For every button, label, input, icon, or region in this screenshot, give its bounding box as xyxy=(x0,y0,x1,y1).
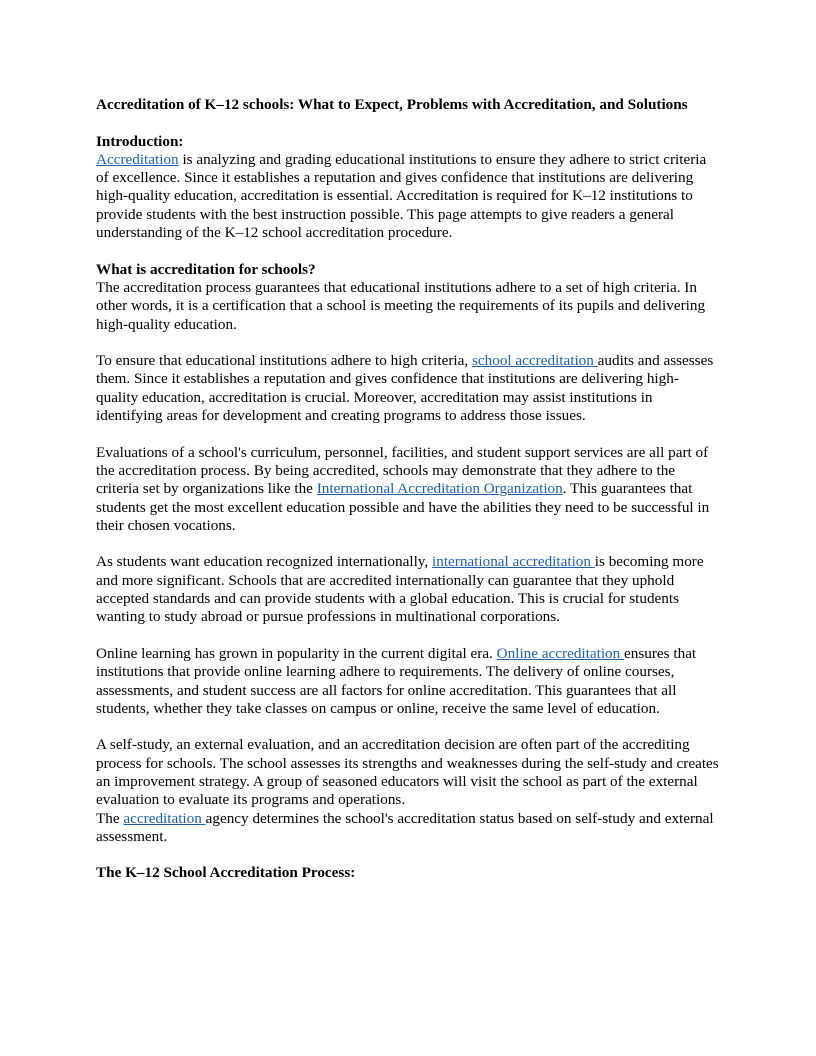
p3-text-after: . This guarantees that students get the most excellent education possible and have the abilities they need to be successful in their chosen vocations. xyxy=(96,480,710,534)
process-heading: The K–12 School Accreditation Process: xyxy=(96,864,356,882)
p5-text-after: ensures that institutions that provide online learning adhere to requirements. The delivery of online courses, assessments, and student success are all factors for online accreditation. This guarantees that all students, whether they take classes on campus or online, receive the same level of education. xyxy=(96,644,697,717)
p5-text-before: Online learning has grown in popularity in the current digital era. xyxy=(96,644,497,662)
intro-paragraph xyxy=(96,151,720,242)
p7-text-before: The xyxy=(96,809,124,827)
what-is-paragraph-2 xyxy=(96,352,720,425)
what-is-paragraph-7 xyxy=(96,810,720,847)
p2-text-before: To ensure that educational institutions adhere to high criteria, xyxy=(96,352,472,370)
what-is-paragraph-3 xyxy=(96,444,720,535)
document-title: Accreditation of K–12 schools: What to Expect, Problems with Accreditation, and Solutions xyxy=(96,96,688,113)
online-accreditation-link[interactable]: Online accreditation xyxy=(496,644,625,662)
what-is-paragraph-1: The accreditation process guarantees that educational institutions adhere to a set of high criteria. In other words, it is a certification that a school is meeting the requirements of its pupils and delivering high-quality education. xyxy=(96,278,706,333)
school-accreditation-link[interactable]: school accreditation xyxy=(471,352,598,370)
document-page xyxy=(96,96,720,883)
p4-text-after: is becoming more and more significant. Schools that are accredited internationally can guarantee that they uphold accepted standards and can provide students with a global education. This is crucial for students wanting to study abroad or pursue professions in multinational corporations. xyxy=(96,553,704,626)
p7-text-after: agency determines the school's accreditation status based on self-study and external assessment. xyxy=(96,809,714,845)
p2-text-after: audits and assesses them. Since it establishes a reputation and gives confidence that institutions are delivering high-quality education, accreditation is crucial. Moreover, accreditation may assist institutions in identifying areas for development and creating programs to address those issues. xyxy=(96,352,714,425)
international-accreditation-organization-link[interactable]: International Accreditation Organization xyxy=(316,480,563,498)
intro-text: is analyzing and grading educational institutions to ensure they adhere to strict criteria of excellence. Since it establishes a reputation and gives confidence that institutions are delivering high-quality education, accreditation is essential. Accreditation is required for K–12 institutions to provide students with the best instruction possible. This page attempts to give readers a general understanding of the K–12 school accreditation procedure. xyxy=(96,150,707,242)
agency-accreditation-link[interactable]: accreditation xyxy=(123,809,206,827)
international-accreditation-link[interactable]: international accreditation xyxy=(432,553,595,571)
what-is-paragraph-4 xyxy=(96,553,720,626)
what-is-paragraph-6: A self-study, an external evaluation, and an accreditation decision are often part of the accrediting process for schools. The school assesses its strengths and weaknesses during the self-study and creates an improvement strategy. A group of seasoned educators will visit the school as part of the external evaluation to evaluate its programs and operations. xyxy=(96,736,719,809)
accreditation-link[interactable]: Accreditation xyxy=(96,150,179,168)
p3-text-before: Evaluations of a school's curriculum, personnel, facilities, and student support services are all part of the accreditation process. By being accredited, schools may demonstrate that they adhere to the criteria set by organizations like the xyxy=(96,443,709,498)
what-is-heading: What is accreditation for schools? xyxy=(96,260,316,278)
p4-text-before: As students want education recognized internationally, xyxy=(96,553,432,571)
what-is-paragraph-5 xyxy=(96,645,720,718)
intro-heading: Introduction: xyxy=(96,132,184,150)
